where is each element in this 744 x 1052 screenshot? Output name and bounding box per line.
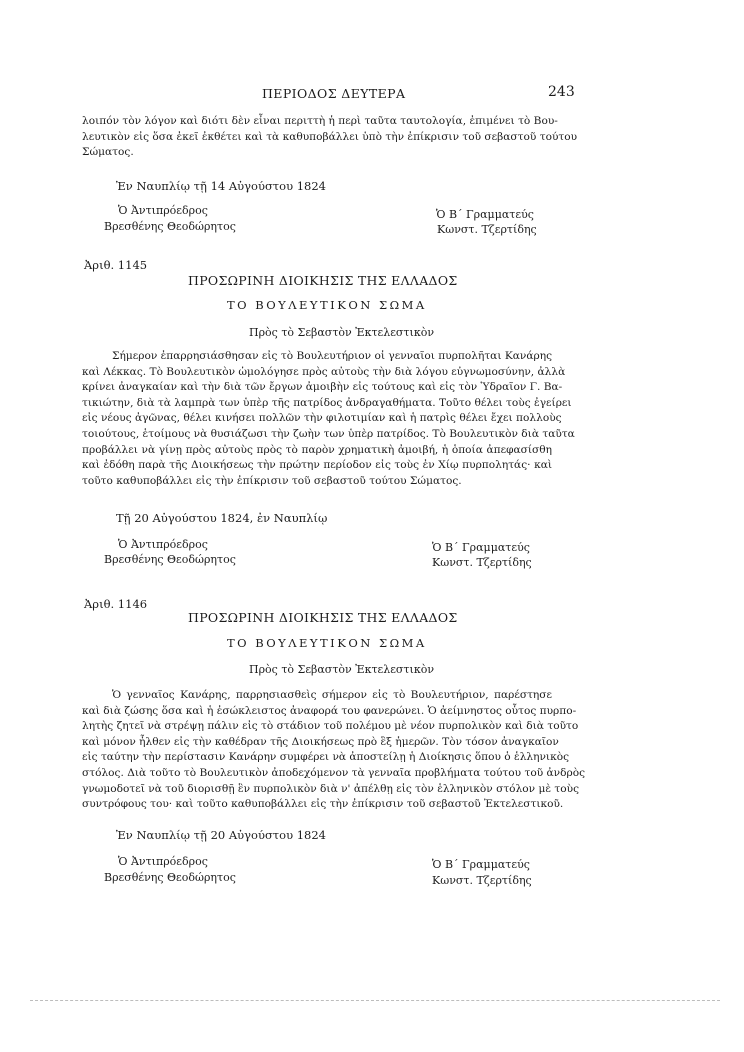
intro-line: λευτικὸν εἰς ὅσα ἐκεῖ ἐκθέτει καὶ τὰ καθυποβάλλει ὑπὸ τὴν ἐπίκρισιν τοῦ σεβαστοῦ τούτου — [82, 130, 578, 143]
intro-line: λοιπόν τὸν λόγον καὶ διότι δὲν εἶναι περιττὴ ἡ περὶ ταῦτα ταυτολογία, ἐπιμένει τὸ Βου- — [82, 115, 558, 127]
body-line: καὶ μόνον ἦλθεν εἰς τὴν καθέδραν τῆς Διοικήσεως πρὸ ἓξ ἡμερῶν. Τὸν τόσον ἀναγκαῖον — [82, 735, 559, 748]
document-date-line: Ἐν Ναυπλίῳ τῇ 20 Αὐγούστου 1824 — [116, 828, 326, 842]
body-line: εἰς νέους ἀγῶνας, θέλει κινήσει πολλῶν τὴν φιλοτιμίαν καὶ ἡ πατρὶς θέλει ἔχει πολλοὺς — [82, 412, 562, 425]
document-addressee: Πρὸς τὸ Σεβαστὸν Ἐκτελεστικὸν — [249, 663, 435, 676]
intro-paragraph — [82, 114, 578, 161]
document-number: Ἀριθ. 1145 — [84, 258, 148, 272]
document-subtitle: ΤΟ ΒΟΥΛΕΥΤΙΚΟΝ ΣΩΜΑ — [227, 636, 427, 650]
signature-left-name: Βρεσθένης Θεοδώρητος — [104, 871, 236, 884]
document-number: Ἀριθ. 1146 — [84, 597, 148, 611]
body-line: στόλος. Διὰ τοῦτο τὸ Βουλευτικὸν ἀποδεχόμενον τὰ γενναῖα προβλήματα τούτου τοῦ ἀνδρὸς — [82, 766, 586, 779]
body-line: τικιώτην, διὰ τὰ λαμπρὰ των ὑπὲρ τῆς πατρίδος ἀνδραγαθήματα. Τοῦτο θέλει τοὺς ἐγείρει — [82, 396, 572, 409]
document-addressee: Πρὸς τὸ Σεβαστὸν Ἐκτελεστικὸν — [249, 326, 435, 339]
intro-signature-right-name: Κωνστ. Τζερτίδης — [437, 223, 537, 236]
body-line: εἰς ταύτην τὴν περίστασιν Κανάρην συμφέρει νὰ ἀποστείλῃ ἡ Διοίκησις ὅπου ὁ ἑλληνικὸς — [82, 751, 570, 764]
body-line: Σήμερον ἐπαρρησιάσθησαν εἰς τὸ Βουλευτήριον οἱ γενναῖοι πυρπολῆται Κανάρης — [112, 350, 553, 362]
body-line: τοιούτους, ἑτοίμους νὰ θυσιάζωσι τὴν ζωὴν των ὑπὲρ πατρίδος. Τὸ Βουλευτικὸν διὰ ταῦτα — [82, 427, 575, 440]
body-line: τοῦτο καθυποβάλλει εἰς τὴν ἐπίκρισιν τοῦ σεβαστοῦ τούτου Σώματος. — [82, 474, 462, 487]
intro-signature-left-name: Βρεσθένης Θεοδώρητος — [104, 220, 236, 233]
page-number: 243 — [548, 84, 575, 100]
signature-right-role: Ὁ Β΄ Γραμματεύς — [432, 541, 530, 554]
running-header: ΠΕΡΙΟΔΟΣ ΔΕΥΤΕΡΑ — [262, 86, 406, 101]
body-line: καὶ διὰ ζώσης ὅσα καὶ ἡ ἐσώκλειστος ἀναφορά του φανερώνει. Ὁ ἀείμνηστος οὗτος πυρπο- — [82, 704, 577, 717]
body-line: Ὁ γενναῖος Κανάρης, παρρησιασθεὶς σήμερον εἰς τὸ Βουλευτήριον, παρέστησε — [112, 689, 552, 701]
document-subtitle: ΤΟ ΒΟΥΛΕΥΤΙΚΟΝ ΣΩΜΑ — [227, 298, 427, 312]
intro-signature-right-role: Ὁ Β΄ Γραμματεύς — [436, 208, 534, 221]
body-line: κρίνει ἀναγκαίαν καὶ τὴν διὰ τῶν ἔργων ἀμοιβὴν εἰς τούτους καὶ εἰς τὸν Ὑδραῖον Γ. Βα- — [82, 381, 563, 394]
body-line: λητὴς ζητεῖ νὰ στρέψῃ πάλιν εἰς τὸ στάδιον τοῦ πολέμου μὲ νέον πυρπολικὸν καὶ διὰ τοῦτο — [82, 720, 579, 733]
intro-date-line: Ἐν Ναυπλίῳ τῇ 14 Αὐγούστου 1824 — [116, 179, 326, 193]
signature-left-role: Ὁ Ἀντιπρόεδρος — [118, 855, 208, 868]
document-title: ΠΡΟΣΩΡΙΝΗ ΔΙΟΙΚΗΣΙΣ ΤΗΣ ΕΛΛΑΔΟΣ — [188, 610, 458, 625]
signature-right-name: Κωνστ. Τζερτίδης — [432, 874, 532, 887]
document-title: ΠΡΟΣΩΡΙΝΗ ΔΙΟΙΚΗΣΙΣ ΤΗΣ ΕΛΛΑΔΟΣ — [188, 273, 458, 288]
signature-right-name: Κωνστ. Τζερτίδης — [432, 556, 532, 569]
signature-left-role: Ὁ Ἀντιπρόεδρος — [118, 538, 208, 551]
signature-left-name: Βρεσθένης Θεοδώρητος — [104, 553, 236, 566]
document-body — [82, 349, 575, 489]
body-line: καὶ Λέκκας. Τὸ Βουλευτικὸν ὡμολόγησε πρὸς αὐτοὺς τὴν διὰ λόγου εὐγνωμοσύνην, ἀλλὰ — [82, 365, 566, 378]
intro-line: Σώματος. — [82, 146, 134, 159]
scan-artifact-line — [30, 1000, 720, 1001]
signature-right-role: Ὁ Β΄ Γραμματεύς — [432, 858, 530, 871]
document-body — [82, 688, 586, 813]
body-line: προβάλλει νὰ γίνῃ πρὸς αὐτοὺς πρὸς τὸ παρὸν χρηματικὴ ἀμοιβή, ἡ ὁποία ἀπεφασίσθη — [82, 443, 552, 456]
body-line: καὶ ἐδόθη παρὰ τῆς Διοικήσεως τὴν πρώτην περίοδον εἰς τοὺς ἐν Χίῳ πυρπολητάς· καὶ — [82, 459, 552, 472]
document-date-line: Τῇ 20 Αὐγούστου 1824, ἐν Ναυπλίῳ — [116, 511, 328, 525]
intro-signature-left-role: Ὁ Ἀντιπρόεδρος — [118, 204, 208, 217]
body-line: γνωμοδοτεῖ νὰ τοῦ διορισθῇ ἓν πυρπολικὸν διὰ ν' ἀπέλθῃ εἰς τὸν ἑλληνικὸν στόλον μὲ τοὺς — [82, 782, 580, 795]
body-line: συντρόφους του· καὶ τοῦτο καθυποβάλλει εἰς τὴν ἐπίκρισιν τοῦ σεβαστοῦ Ἐκτελεστικοῦ. — [82, 798, 564, 811]
